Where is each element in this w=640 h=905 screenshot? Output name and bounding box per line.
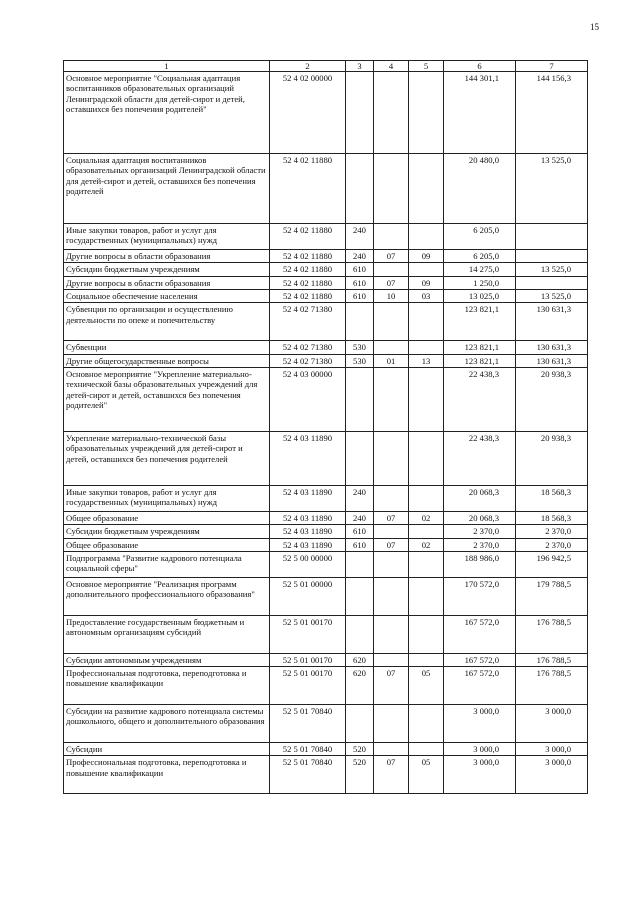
- column-header: 3: [346, 61, 374, 72]
- expense-type-cell: [346, 551, 374, 577]
- row-name-cell: Субсидии автономным учреждениям: [64, 653, 270, 666]
- expense-type-cell: [346, 72, 374, 154]
- target-code-cell: 52 4 03 11890: [270, 485, 346, 511]
- expense-type-cell: 610: [346, 289, 374, 302]
- amount-year-2-cell: 13 525,0: [516, 289, 588, 302]
- section-cell: [374, 303, 409, 341]
- row-name-cell: Общее образование: [64, 538, 270, 551]
- table-row: [64, 276, 588, 289]
- target-code-cell: 52 4 02 11880: [270, 224, 346, 250]
- target-code-cell: 52 4 02 11880: [270, 276, 346, 289]
- section-cell: 07: [374, 667, 409, 705]
- subsection-cell: 05: [409, 756, 444, 794]
- target-code-cell: 52 4 02 11880: [270, 250, 346, 263]
- target-code-cell: 52 4 03 11890: [270, 431, 346, 485]
- row-name-cell: Субсидии на развитие кадрового потенциала системы дошкольного, общего и дополнительного образования: [64, 705, 270, 743]
- section-cell: [374, 525, 409, 538]
- target-code-cell: 52 4 02 00000: [270, 72, 346, 154]
- target-code-cell: 52 5 01 70840: [270, 756, 346, 794]
- column-header: 6: [444, 61, 516, 72]
- amount-year-1-cell: 20 068,3: [444, 485, 516, 511]
- amount-year-2-cell: 130 631,3: [516, 341, 588, 354]
- subsection-cell: [409, 525, 444, 538]
- row-name-cell: Общее образование: [64, 511, 270, 524]
- target-code-cell: 52 4 02 11880: [270, 289, 346, 302]
- column-header: 2: [270, 61, 346, 72]
- subsection-cell: 02: [409, 538, 444, 551]
- table-row: [64, 743, 588, 756]
- amount-year-2-cell: [516, 224, 588, 250]
- section-cell: 10: [374, 289, 409, 302]
- table-row: [64, 72, 588, 154]
- amount-year-2-cell: 130 631,3: [516, 303, 588, 341]
- target-code-cell: 52 5 01 00170: [270, 667, 346, 705]
- subsection-cell: [409, 485, 444, 511]
- amount-year-2-cell: 3 000,0: [516, 705, 588, 743]
- subsection-cell: [409, 263, 444, 276]
- subsection-cell: [409, 551, 444, 577]
- amount-year-1-cell: 123 821,1: [444, 341, 516, 354]
- table-row: [64, 615, 588, 653]
- row-name-cell: Другие общегосударственные вопросы: [64, 354, 270, 367]
- amount-year-2-cell: 20 938,3: [516, 431, 588, 485]
- expense-type-cell: 520: [346, 743, 374, 756]
- amount-year-1-cell: 3 000,0: [444, 705, 516, 743]
- amount-year-2-cell: [516, 276, 588, 289]
- table-row: [64, 525, 588, 538]
- amount-year-1-cell: 2 370,0: [444, 538, 516, 551]
- amount-year-2-cell: 196 942,5: [516, 551, 588, 577]
- section-cell: 01: [374, 354, 409, 367]
- amount-year-2-cell: 2 370,0: [516, 538, 588, 551]
- row-name-cell: Иные закупки товаров, работ и услуг для государственных (муниципальных) нужд: [64, 224, 270, 250]
- expense-type-cell: [346, 303, 374, 341]
- amount-year-2-cell: 130 631,3: [516, 354, 588, 367]
- amount-year-2-cell: 176 788,5: [516, 615, 588, 653]
- row-name-cell: Субвенции по организации и осуществлению деятельности по опеке и попечительству: [64, 303, 270, 341]
- table-row: [64, 263, 588, 276]
- column-header: 5: [409, 61, 444, 72]
- amount-year-1-cell: 123 821,1: [444, 354, 516, 367]
- row-name-cell: Профессиональная подготовка, переподготовка и повышение квалификации: [64, 667, 270, 705]
- row-name-cell: Основное мероприятие "Реализация программ дополнительного профессионального образования": [64, 577, 270, 615]
- amount-year-2-cell: [516, 250, 588, 263]
- row-name-cell: Субсидии: [64, 743, 270, 756]
- row-name-cell: Другие вопросы в области образования: [64, 276, 270, 289]
- budget-table: [63, 60, 588, 794]
- subsection-cell: [409, 431, 444, 485]
- subsection-cell: [409, 615, 444, 653]
- section-cell: 07: [374, 250, 409, 263]
- table-row: [64, 538, 588, 551]
- amount-year-2-cell: 13 525,0: [516, 154, 588, 224]
- target-code-cell: 52 4 03 11890: [270, 538, 346, 551]
- section-cell: [374, 154, 409, 224]
- section-cell: 07: [374, 756, 409, 794]
- table-row: [64, 224, 588, 250]
- amount-year-2-cell: 176 788,5: [516, 667, 588, 705]
- section-cell: [374, 367, 409, 431]
- section-cell: [374, 743, 409, 756]
- row-name-cell: Субсидии бюджетным учреждениям: [64, 525, 270, 538]
- table-row: [64, 653, 588, 666]
- subsection-cell: [409, 72, 444, 154]
- table-row: [64, 511, 588, 524]
- section-cell: 07: [374, 538, 409, 551]
- amount-year-2-cell: 176 788,5: [516, 653, 588, 666]
- expense-type-cell: 610: [346, 538, 374, 551]
- section-cell: [374, 705, 409, 743]
- target-code-cell: 52 5 01 70840: [270, 743, 346, 756]
- column-header: 7: [516, 61, 588, 72]
- expense-type-cell: 610: [346, 263, 374, 276]
- amount-year-2-cell: 20 938,3: [516, 367, 588, 431]
- expense-type-cell: 240: [346, 485, 374, 511]
- row-name-cell: Основное мероприятие "Укрепление материально-технической базы образовательных учреждений для детей-сирот и детей, оставшихся без попечения родителей": [64, 367, 270, 431]
- amount-year-1-cell: 3 000,0: [444, 743, 516, 756]
- amount-year-1-cell: 6 205,0: [444, 250, 516, 263]
- expense-type-cell: 620: [346, 653, 374, 666]
- subsection-cell: [409, 341, 444, 354]
- subsection-cell: [409, 303, 444, 341]
- expense-type-cell: [346, 577, 374, 615]
- section-cell: [374, 263, 409, 276]
- section-cell: [374, 224, 409, 250]
- amount-year-2-cell: 18 568,3: [516, 511, 588, 524]
- amount-year-2-cell: 13 525,0: [516, 263, 588, 276]
- amount-year-2-cell: 179 788,5: [516, 577, 588, 615]
- row-name-cell: Укрепление материально-технической базы образовательных учреждений для детей-сирот и детей, оставшихся без попечения родителей: [64, 431, 270, 485]
- page-number: 15: [590, 22, 599, 32]
- section-cell: [374, 485, 409, 511]
- amount-year-1-cell: 2 370,0: [444, 525, 516, 538]
- target-code-cell: 52 4 03 00000: [270, 367, 346, 431]
- table-row: [64, 577, 588, 615]
- subsection-cell: [409, 705, 444, 743]
- subsection-cell: [409, 653, 444, 666]
- row-name-cell: Иные закупки товаров, работ и услуг для государственных (муниципальных) нужд: [64, 485, 270, 511]
- table-row: [64, 551, 588, 577]
- subsection-cell: 05: [409, 667, 444, 705]
- subsection-cell: [409, 367, 444, 431]
- column-header: 1: [64, 61, 270, 72]
- row-name-cell: Субсидии бюджетным учреждениям: [64, 263, 270, 276]
- target-code-cell: 52 5 00 00000: [270, 551, 346, 577]
- row-name-cell: Другие вопросы в области образования: [64, 250, 270, 263]
- target-code-cell: 52 5 01 70840: [270, 705, 346, 743]
- subsection-cell: 03: [409, 289, 444, 302]
- amount-year-1-cell: 123 821,1: [444, 303, 516, 341]
- amount-year-1-cell: 144 301,1: [444, 72, 516, 154]
- table-row: [64, 289, 588, 302]
- amount-year-2-cell: 3 000,0: [516, 743, 588, 756]
- section-cell: [374, 72, 409, 154]
- amount-year-1-cell: 6 205,0: [444, 224, 516, 250]
- row-name-cell: Основное мероприятие "Социальная адаптация воспитанников образовательных организаций Ленинградской области для детей-сирот и детей, оставшихся без попечения родителей": [64, 72, 270, 154]
- target-code-cell: 52 5 01 00170: [270, 653, 346, 666]
- table-header-row: [64, 61, 588, 72]
- table-row: [64, 367, 588, 431]
- subsection-cell: [409, 743, 444, 756]
- target-code-cell: 52 4 02 11880: [270, 154, 346, 224]
- target-code-cell: 52 4 03 11890: [270, 525, 346, 538]
- expense-type-cell: 610: [346, 276, 374, 289]
- section-cell: [374, 615, 409, 653]
- section-cell: [374, 431, 409, 485]
- expense-type-cell: [346, 154, 374, 224]
- table-row: [64, 341, 588, 354]
- section-cell: [374, 341, 409, 354]
- expense-type-cell: [346, 705, 374, 743]
- target-code-cell: 52 4 02 71380: [270, 341, 346, 354]
- row-name-cell: Социальное обеспечение населения: [64, 289, 270, 302]
- subsection-cell: 09: [409, 276, 444, 289]
- expense-type-cell: 240: [346, 250, 374, 263]
- amount-year-1-cell: 1 250,0: [444, 276, 516, 289]
- row-name-cell: Субвенции: [64, 341, 270, 354]
- table-row: [64, 705, 588, 743]
- expense-type-cell: 620: [346, 667, 374, 705]
- target-code-cell: 52 4 02 71380: [270, 303, 346, 341]
- section-cell: [374, 653, 409, 666]
- amount-year-1-cell: 22 438,3: [444, 431, 516, 485]
- amount-year-1-cell: 20 068,3: [444, 511, 516, 524]
- row-name-cell: Предоставление государственным бюджетным и автономным организациям субсидий: [64, 615, 270, 653]
- amount-year-1-cell: 167 572,0: [444, 667, 516, 705]
- expense-type-cell: 520: [346, 756, 374, 794]
- section-cell: [374, 551, 409, 577]
- subsection-cell: [409, 577, 444, 615]
- subsection-cell: [409, 154, 444, 224]
- table-row: [64, 250, 588, 263]
- target-code-cell: 52 4 02 11880: [270, 263, 346, 276]
- expense-type-cell: 240: [346, 224, 374, 250]
- amount-year-2-cell: 18 568,3: [516, 485, 588, 511]
- table-row: [64, 303, 588, 341]
- table-row: [64, 154, 588, 224]
- amount-year-1-cell: 20 480,0: [444, 154, 516, 224]
- expense-type-cell: [346, 615, 374, 653]
- target-code-cell: 52 4 03 11890: [270, 511, 346, 524]
- section-cell: [374, 577, 409, 615]
- subsection-cell: [409, 224, 444, 250]
- amount-year-2-cell: 2 370,0: [516, 525, 588, 538]
- expense-type-cell: 530: [346, 354, 374, 367]
- amount-year-1-cell: 167 572,0: [444, 653, 516, 666]
- amount-year-1-cell: 188 986,0: [444, 551, 516, 577]
- amount-year-1-cell: 167 572,0: [444, 615, 516, 653]
- section-cell: 07: [374, 511, 409, 524]
- row-name-cell: Профессиональная подготовка, переподготовка и повышение квалификации: [64, 756, 270, 794]
- subsection-cell: 02: [409, 511, 444, 524]
- expense-type-cell: [346, 367, 374, 431]
- subsection-cell: 13: [409, 354, 444, 367]
- amount-year-2-cell: 144 156,3: [516, 72, 588, 154]
- amount-year-1-cell: 22 438,3: [444, 367, 516, 431]
- table-row: [64, 354, 588, 367]
- subsection-cell: 09: [409, 250, 444, 263]
- row-name-cell: Социальная адаптация воспитанников образовательных организаций Ленинградской области для детей-сирот и детей, оставшихся без попечения родителей: [64, 154, 270, 224]
- table-row: [64, 667, 588, 705]
- table-row: [64, 756, 588, 794]
- amount-year-1-cell: 13 025,0: [444, 289, 516, 302]
- amount-year-1-cell: 3 000,0: [444, 756, 516, 794]
- expense-type-cell: 240: [346, 511, 374, 524]
- amount-year-2-cell: 3 000,0: [516, 756, 588, 794]
- expense-type-cell: 530: [346, 341, 374, 354]
- amount-year-1-cell: 14 275,0: [444, 263, 516, 276]
- table-row: [64, 485, 588, 511]
- column-header: 4: [374, 61, 409, 72]
- table-row: [64, 431, 588, 485]
- row-name-cell: Подпрограмма "Развитие кадрового потенциала социальной сферы": [64, 551, 270, 577]
- section-cell: 07: [374, 276, 409, 289]
- target-code-cell: 52 4 02 71380: [270, 354, 346, 367]
- expense-type-cell: [346, 431, 374, 485]
- target-code-cell: 52 5 01 00000: [270, 577, 346, 615]
- expense-type-cell: 610: [346, 525, 374, 538]
- target-code-cell: 52 5 01 00170: [270, 615, 346, 653]
- amount-year-1-cell: 170 572,0: [444, 577, 516, 615]
